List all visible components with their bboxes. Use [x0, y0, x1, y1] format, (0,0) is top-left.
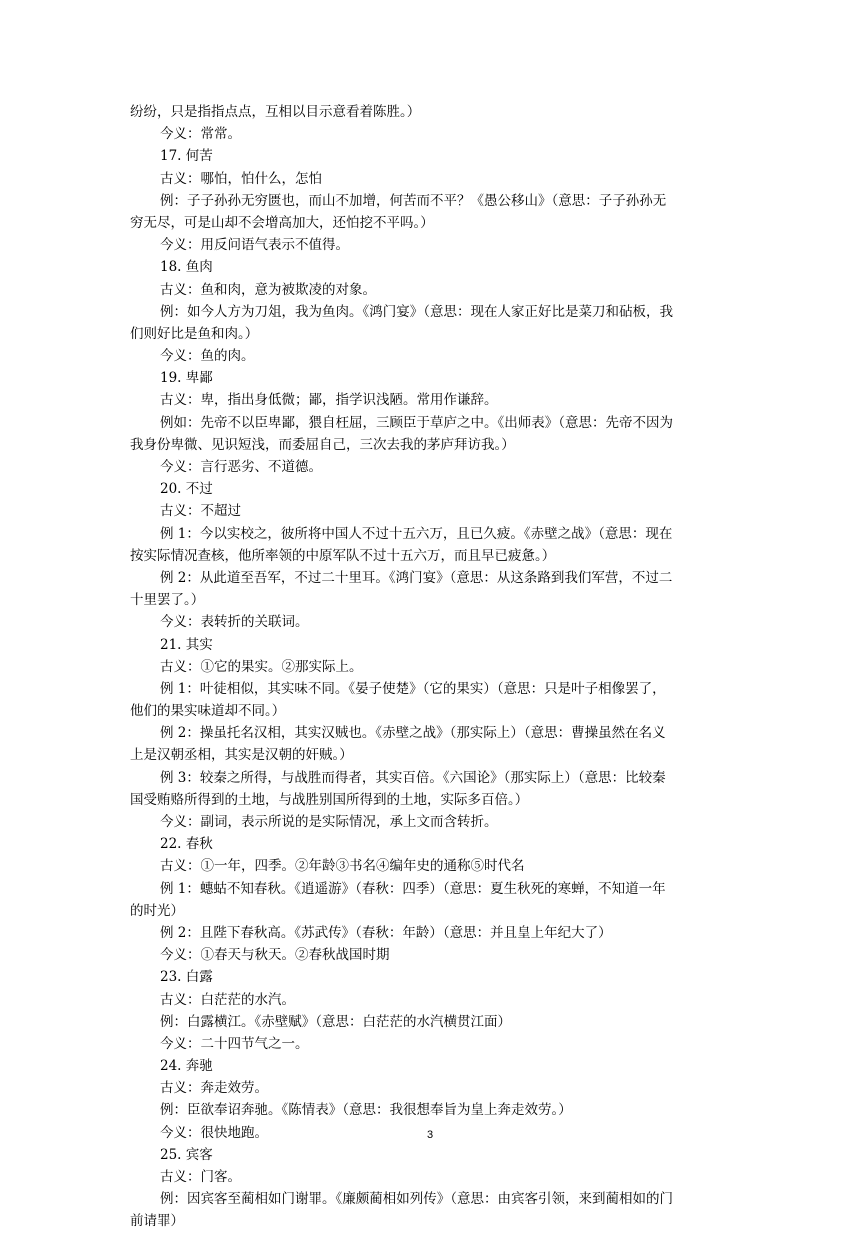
text-line: 例 2：操虽托名汉相，其实汉贼也。《赤壁之战》（那实际上）（意思：曹操虽然在名义 — [160, 725, 666, 742]
text-line: 今义：①春天与秋天。②春秋战国时期 — [160, 947, 390, 964]
text-line: 古义：①它的果实。②那实际上。 — [160, 658, 363, 675]
text-line: 例：子子孙孙无穷匮也，而山不加增，何苦而不平？《愚公移山》（意思：子子孙孙无 — [160, 192, 667, 209]
text-line: 24. 奔驰 — [160, 1058, 213, 1075]
text-line: 上是汉朝丞相，其实是汉朝的奸贼。） — [130, 747, 353, 764]
text-line: 例：臣欲奉诏奔驰。《陈情表》（意思：我很想奉旨为皇上奔走效劳。） — [160, 1102, 572, 1119]
text-line: 国受贿赂所得到的土地，与战胜别国所得到的土地，实际多百倍。） — [130, 791, 529, 808]
text-line: 例 1：今以实校之，彼所将中国人不过十五六万，且已久疲。《赤壁之战》（意思：现在 — [160, 525, 673, 542]
text-line: 前请罪） — [130, 1213, 184, 1230]
text-line: 例 3：较秦之所得，与战胜而得者，其实百倍。《六国论》（那实际上）（意思：比较秦 — [160, 769, 666, 786]
text-line: 例 1：叶徒相似，其实味不同。《晏子使楚》（它的果实）（意思：只是叶子相像罢了， — [160, 680, 666, 697]
text-line: 古义：卑，指出身低微；鄙，指学识浅陋。常用作谦辞。 — [160, 392, 498, 409]
text-line: 例：白露横江。《赤壁赋》（意思：白茫茫的水汽横贯江面） — [160, 1013, 511, 1030]
text-line: 今义：二十四节气之一。 — [160, 1035, 309, 1052]
text-line: 古义：①一年，四季。②年龄③书名④编年史的通称⑤时代名 — [160, 858, 525, 875]
text-line: 纷纷，只是指指点点，互相以目示意看着陈胜。） — [130, 104, 421, 120]
text-line: 例如：先帝不以臣卑鄙，猥自枉屈，三顾臣于草庐之中。《出师表》（意思：先帝不因为 — [160, 414, 673, 431]
text-line: 十里罢了。） — [130, 592, 205, 609]
text-line: 今义：副词，表示所说的是实际情况，承上文而含转折。 — [160, 814, 498, 830]
text-line: 20. 不过 — [160, 481, 213, 498]
text-line: 穷无尽，可是山却不会增高加大，还怕挖不平吗。） — [130, 214, 434, 231]
text-line: 的时光） — [130, 902, 184, 919]
text-line: 我身份卑微、见识短浅，而委屈自己，三次去我的茅庐拜访我。） — [130, 436, 515, 453]
text-line: 古义：鱼和肉，意为被欺凌的对象。 — [160, 281, 376, 298]
text-line: 25. 宾客 — [160, 1146, 213, 1163]
text-line: 例：如今人方为刀俎，我为鱼肉。《鸿门宴》（意思：现在人家正好比是菜刀和砧板，我 — [160, 303, 673, 320]
text-line: 21. 其实 — [160, 636, 213, 653]
text-line: 今义：鱼的肉。 — [160, 348, 255, 365]
text-line: 例 2：从此道至吾军，不过二十里耳。《鸿门宴》（意思：从这条路到我们军营，不过二 — [160, 569, 673, 586]
text-line: 今义：很快地跑。 — [160, 1124, 268, 1141]
text-line: 22. 春秋 — [160, 836, 213, 853]
page-number: 3 — [426, 1129, 434, 1141]
text-line: 19. 卑鄙 — [160, 370, 213, 387]
text-line: 今义：常常。 — [160, 126, 241, 143]
text-line: 按实际情况查核，他所率领的中原军队不过十五六万，而且早已疲惫。） — [130, 547, 556, 564]
text-line: 例 1：蟪蛄不知春秋。《逍遥游》（春秋：四季）（意思：夏生秋死的寒蝉，不知道一年 — [160, 880, 666, 897]
text-line: 今义：用反问语气表示不值得。 — [160, 237, 349, 254]
text-line: 他们的果实味道却不同。） — [130, 703, 286, 720]
text-line: 古义：哪怕，怕什么，怎怕 — [160, 170, 322, 187]
text-line: 今义：言行恶劣、不道德。 — [160, 459, 322, 475]
text-line: 古义：不超过 — [160, 503, 241, 520]
text-line: 例：因宾客至蔺相如门谢罪。《廉颇蔺相如列传》（意思：由宾客引领，来到蔺相如的门 — [160, 1191, 673, 1208]
text-line: 古义：奔走效劳。 — [160, 1080, 268, 1097]
text-line: 18. 鱼肉 — [160, 259, 213, 276]
text-line: 今义：表转折的关联词。 — [160, 614, 309, 631]
document-body — [130, 101, 732, 1233]
text-line: 例 2：且陛下春秋高。《苏武传》（春秋：年龄）（意思：并且皇上年纪大了） — [160, 924, 612, 941]
text-line: 23. 白露 — [160, 969, 213, 986]
text-line: 古义：门客。 — [160, 1169, 241, 1185]
text-line: 们则好比是鱼和肉。） — [130, 325, 259, 342]
text-line: 17. 何苦 — [160, 148, 213, 165]
text-line: 古义：白茫茫的水汽。 — [160, 991, 295, 1008]
